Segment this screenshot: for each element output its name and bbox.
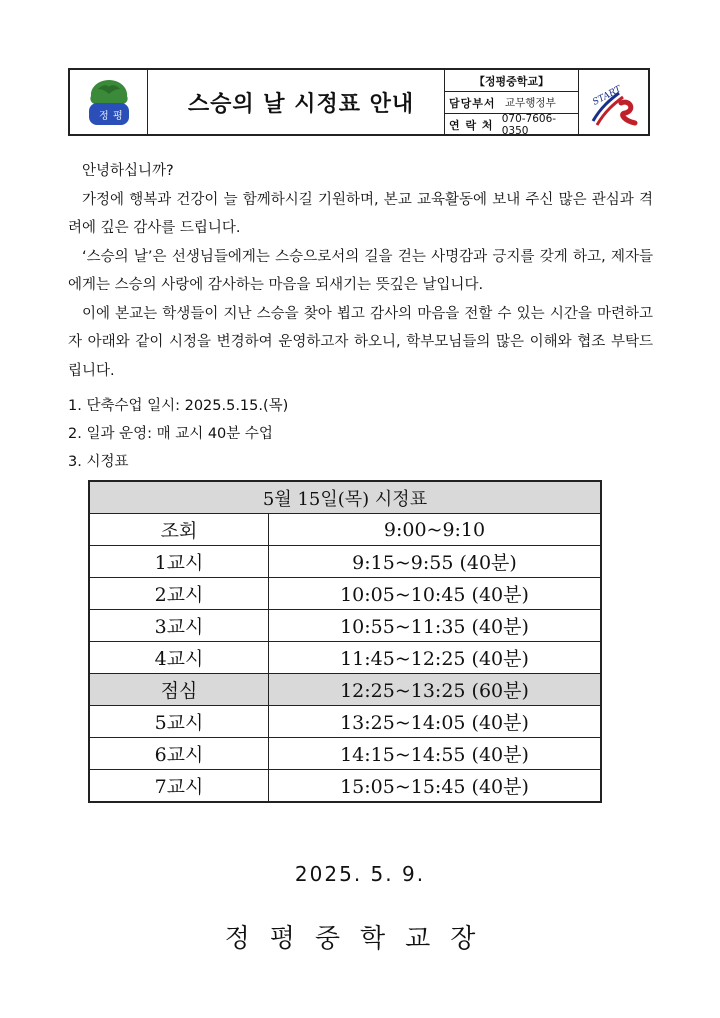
dept-label: 담당부서 bbox=[449, 96, 496, 110]
page-title: 스승의 날 시정표 안내 bbox=[187, 91, 415, 117]
time-cell: 10:55~11:35 (40분) bbox=[269, 610, 602, 642]
table-row bbox=[89, 770, 601, 803]
dept-value: 교무행정부 bbox=[505, 97, 556, 109]
lunch-row bbox=[89, 674, 601, 706]
title-cell bbox=[148, 70, 445, 134]
school-logo-cell bbox=[70, 70, 148, 134]
contact-label: 연 락 처 bbox=[449, 119, 494, 132]
svg-text:평: 평 bbox=[112, 111, 123, 122]
start-mark-cell bbox=[579, 70, 648, 134]
time-cell: 10:05~10:45 (40분) bbox=[269, 578, 602, 610]
period-cell: 2교시 bbox=[89, 578, 269, 610]
period-cell: 조회 bbox=[89, 514, 269, 546]
paragraph-2: ‘스승의 날’은 선생님들에게는 스승으로서의 길을 걷는 사명감과 긍지를 갖게 하고, 제자들에게는 스승의 사랑에 감사하는 마음을 되새기는 뜻깊은 날입니다. bbox=[68, 248, 653, 293]
letterhead bbox=[68, 68, 650, 136]
table-row bbox=[89, 738, 601, 770]
period-cell: 5교시 bbox=[89, 706, 269, 738]
schedule-table bbox=[88, 480, 602, 803]
info-list bbox=[68, 392, 288, 476]
schedule-title-row bbox=[89, 481, 601, 514]
info-cell bbox=[445, 70, 579, 137]
time-cell: 13:25~14:05 (40분) bbox=[269, 706, 602, 738]
time-cell: 12:25~13:25 (60분) bbox=[269, 674, 602, 706]
period-cell: 7교시 bbox=[89, 770, 269, 803]
time-cell: 9:00~9:10 bbox=[269, 514, 602, 546]
issue-date: 2025. 5. 9. bbox=[294, 862, 426, 886]
list-item-date: 1. 단축수업 일시: 2025.5.15.(목) bbox=[68, 398, 289, 414]
table-row bbox=[89, 578, 601, 610]
time-cell: 11:45~12:25 (40분) bbox=[269, 642, 602, 674]
svg-text:START: START bbox=[590, 84, 623, 108]
period-cell: 6교시 bbox=[89, 738, 269, 770]
table-row bbox=[89, 706, 601, 738]
contact-value: 070-7606-0350 bbox=[501, 113, 557, 137]
start-logo-icon bbox=[585, 73, 643, 131]
period-cell: 4교시 bbox=[89, 642, 269, 674]
time-cell: 14:15~14:55 (40분) bbox=[269, 738, 602, 770]
school-name: 【정평중학교】 bbox=[445, 70, 578, 92]
principal-signature: 정평중학교장 bbox=[224, 924, 496, 954]
time-cell: 15:05~15:45 (40분) bbox=[269, 770, 602, 803]
table-row bbox=[89, 546, 601, 578]
letter-body bbox=[68, 157, 653, 385]
table-row bbox=[89, 514, 601, 546]
period-cell: 3교시 bbox=[89, 610, 269, 642]
period-cell: 점심 bbox=[89, 674, 269, 706]
svg-text:정: 정 bbox=[98, 111, 109, 122]
schedule-title: 5월 15일(목) 시정표 bbox=[89, 481, 601, 514]
dept-row bbox=[445, 92, 578, 114]
list-item-schedule: 3. 시정표 bbox=[68, 454, 129, 470]
school-emblem-icon bbox=[84, 77, 134, 127]
period-cell: 1교시 bbox=[89, 546, 269, 578]
table-row bbox=[89, 610, 601, 642]
time-cell: 9:15~9:55 (40분) bbox=[269, 546, 602, 578]
greeting: 안녕하십니까? bbox=[82, 163, 174, 179]
paragraph-3: 이에 본교는 학생들이 지난 스승을 찾아 뵙고 감사의 마음을 전할 수 있는 시간을 마련하고자 아래와 같이 시정을 변경하여 운영하고자 하오니, 학부모님들의 많은 이해와 협조 부탁드립니다. bbox=[68, 305, 653, 379]
table-row bbox=[89, 642, 601, 674]
paragraph-1: 가정에 행복과 건강이 늘 함께하시길 기원하며, 본교 교육활동에 보내 주신 많은 관심과 격려에 깊은 감사를 드립니다. bbox=[68, 191, 653, 236]
list-item-operation: 2. 일과 운영: 매 교시 40분 수업 bbox=[68, 426, 273, 442]
contact-row bbox=[445, 114, 578, 136]
